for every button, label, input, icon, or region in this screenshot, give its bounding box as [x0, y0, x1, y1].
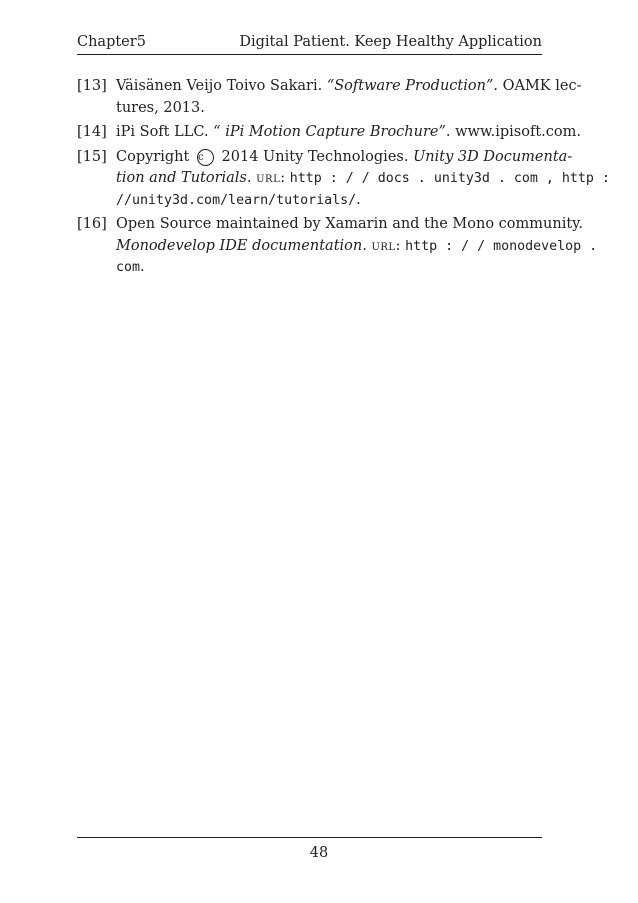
reference-line	[116, 76, 582, 98]
reference-15	[77, 147, 610, 212]
reference-title: Monodevelop IDE documentation	[116, 237, 363, 254]
reference-url: http : / / monodevelop .	[405, 238, 598, 254]
reference-author: Väisänen Veijo Toivo Sakari.	[116, 78, 323, 94]
reference-13	[77, 76, 582, 119]
reference-16	[77, 214, 598, 279]
reference-line: Monodevelop IDE documentation. url: http : / / monodevelop .	[116, 237, 598, 254]
reference-line: tures, 2013.	[116, 99, 205, 116]
reference-text: . www.ipisoft.com.	[445, 124, 581, 140]
reference-number: [15]	[77, 148, 107, 165]
copyright-icon: c	[197, 149, 214, 166]
reference-line: Open Source maintained by Xamarin and the Mono community.	[116, 216, 584, 232]
reference-line: com.	[116, 259, 145, 275]
reference-number: [16]	[77, 216, 107, 232]
url-label: url	[371, 237, 396, 254]
reference-url-cont: //unity3d.com/learn/tutorials/	[116, 192, 357, 208]
reference-text: . OAMK lec-	[493, 78, 582, 94]
reference-line	[116, 147, 573, 169]
reference-title: “Software Production”	[326, 78, 494, 94]
header-chapter: Chapter5	[77, 34, 146, 50]
footer-rule	[77, 837, 542, 838]
running-header	[77, 34, 542, 55]
page-number: 48	[309, 845, 329, 861]
url-label: url	[256, 170, 281, 186]
reference-title-cont: tion and Tutorials	[116, 170, 247, 186]
reference-line	[116, 122, 581, 144]
reference-line: tion and Tutorials. url: http : / / docs . unity3d . com , http :	[116, 170, 610, 186]
reference-number: [13]	[77, 78, 107, 94]
reference-title: “ iPi Motion Capture Brochure”	[213, 124, 446, 140]
reference-prefix: Copyright	[116, 148, 190, 165]
bibliography	[77, 76, 610, 282]
reference-title: Unity 3D Documenta-	[413, 148, 573, 165]
reference-url: http : / / docs . unity3d . com , http :	[289, 171, 610, 186]
reference-number: [14]	[77, 124, 107, 140]
reference-line: //unity3d.com/learn/tutorials/.	[116, 191, 361, 208]
reference-org: 2014 Unity Technologies.	[221, 148, 409, 165]
reference-url-cont: com	[116, 260, 141, 275]
header-title: Digital Patient. Keep Healthy Application	[239, 34, 542, 50]
reference-author: iPi Soft LLC.	[116, 124, 209, 140]
reference-14	[77, 122, 581, 144]
